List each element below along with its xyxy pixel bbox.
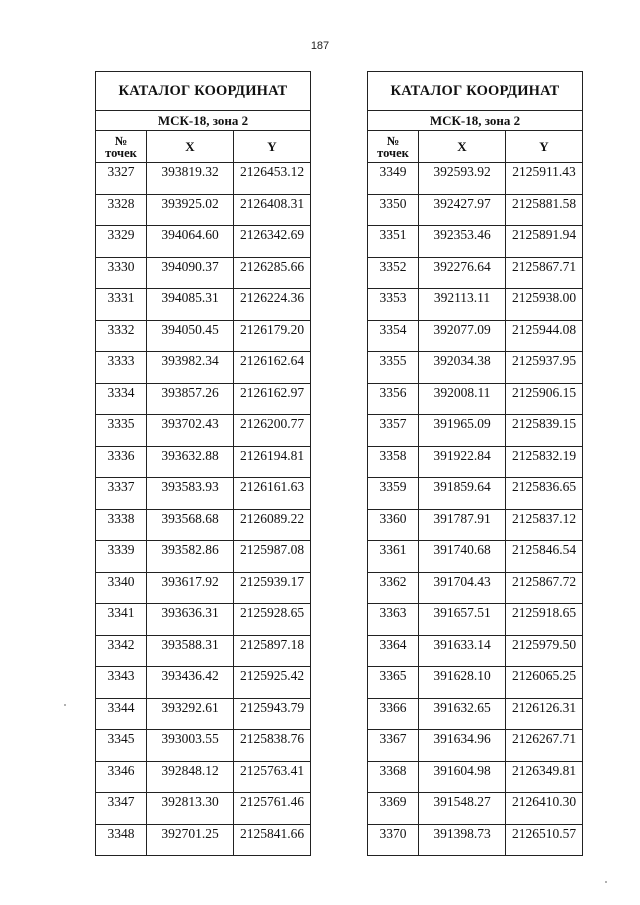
catalog-subtitle: МСК-18, зона 2 xyxy=(96,111,311,131)
point-number-cell: 3366 xyxy=(368,698,419,730)
point-number-cell: 3344 xyxy=(96,698,147,730)
table-row xyxy=(96,761,311,793)
point-number-cell: 3332 xyxy=(96,320,147,352)
catalog-subtitle: МСК-18, зона 2 xyxy=(368,111,583,131)
y-coordinate-cell: 2125881.58 xyxy=(506,194,583,226)
point-number-cell: 3359 xyxy=(368,478,419,510)
point-number-cell: 3368 xyxy=(368,761,419,793)
y-coordinate-cell: 2126200.77 xyxy=(234,415,311,447)
table-row xyxy=(368,320,583,352)
table-row xyxy=(368,289,583,321)
y-coordinate-cell: 2125943.79 xyxy=(234,698,311,730)
x-coordinate-cell: 391704.43 xyxy=(419,572,506,604)
y-coordinate-cell: 2125925.42 xyxy=(234,667,311,699)
table-row xyxy=(368,257,583,289)
table-row xyxy=(96,793,311,825)
point-number-cell: 3363 xyxy=(368,604,419,636)
catalog-title: КАТАЛОГ КООРДИНАТ xyxy=(96,72,311,111)
y-coordinate-cell: 2125918.65 xyxy=(506,604,583,636)
table-row xyxy=(96,383,311,415)
table-row xyxy=(368,635,583,667)
x-coordinate-cell: 391548.27 xyxy=(419,793,506,825)
point-number-cell: 3357 xyxy=(368,415,419,447)
point-number-cell: 3333 xyxy=(96,352,147,384)
x-coordinate-cell: 393702.43 xyxy=(147,415,234,447)
y-coordinate-cell: 2125836.65 xyxy=(506,478,583,510)
x-coordinate-cell: 394050.45 xyxy=(147,320,234,352)
point-number-cell: 3351 xyxy=(368,226,419,258)
point-number-cell: 3336 xyxy=(96,446,147,478)
x-coordinate-cell: 393588.31 xyxy=(147,635,234,667)
y-coordinate-cell: 2125867.72 xyxy=(506,572,583,604)
x-coordinate-cell: 392701.25 xyxy=(147,824,234,856)
y-coordinate-cell: 2126126.31 xyxy=(506,698,583,730)
x-coordinate-cell: 393857.26 xyxy=(147,383,234,415)
y-coordinate-cell: 2126065.25 xyxy=(506,667,583,699)
x-coordinate-cell: 393003.55 xyxy=(147,730,234,762)
x-coordinate-cell: 391922.84 xyxy=(419,446,506,478)
column-header-point-number-line1: № xyxy=(386,133,400,148)
x-coordinate-cell: 393583.93 xyxy=(147,478,234,510)
column-header-x: X xyxy=(147,131,234,163)
y-coordinate-cell: 2126349.81 xyxy=(506,761,583,793)
y-coordinate-cell: 2125987.08 xyxy=(234,541,311,573)
x-coordinate-cell: 392276.64 xyxy=(419,257,506,289)
y-coordinate-cell: 2126510.57 xyxy=(506,824,583,856)
x-coordinate-cell: 394064.60 xyxy=(147,226,234,258)
point-number-cell: 3348 xyxy=(96,824,147,856)
y-coordinate-cell: 2125832.19 xyxy=(506,446,583,478)
y-coordinate-cell: 2126453.12 xyxy=(234,163,311,195)
column-header-x: X xyxy=(419,131,506,163)
y-coordinate-cell: 2126267.71 xyxy=(506,730,583,762)
point-number-cell: 3369 xyxy=(368,793,419,825)
point-number-cell: 3331 xyxy=(96,289,147,321)
column-header-point-number-line2: точек xyxy=(105,145,137,160)
y-coordinate-cell: 2126194.81 xyxy=(234,446,311,478)
x-coordinate-cell: 391604.98 xyxy=(419,761,506,793)
y-coordinate-cell: 2126162.97 xyxy=(234,383,311,415)
x-coordinate-cell: 394085.31 xyxy=(147,289,234,321)
x-coordinate-cell: 392593.92 xyxy=(419,163,506,195)
point-number-cell: 3350 xyxy=(368,194,419,226)
table-row xyxy=(96,635,311,667)
table-row xyxy=(96,257,311,289)
table-row xyxy=(96,541,311,573)
point-number-cell: 3329 xyxy=(96,226,147,258)
point-number-cell: 3338 xyxy=(96,509,147,541)
point-number-cell: 3358 xyxy=(368,446,419,478)
x-coordinate-cell: 392813.30 xyxy=(147,793,234,825)
table-row xyxy=(368,730,583,762)
table-row xyxy=(96,226,311,258)
y-coordinate-cell: 2126161.63 xyxy=(234,478,311,510)
x-coordinate-cell: 393636.31 xyxy=(147,604,234,636)
table-row xyxy=(368,509,583,541)
y-coordinate-cell: 2125911.43 xyxy=(506,163,583,195)
y-coordinate-cell: 2125839.15 xyxy=(506,415,583,447)
table-row xyxy=(96,289,311,321)
point-number-cell: 3364 xyxy=(368,635,419,667)
y-coordinate-cell: 2125763.41 xyxy=(234,761,311,793)
table-row xyxy=(96,415,311,447)
table-row xyxy=(368,761,583,793)
table-row xyxy=(368,824,583,856)
y-coordinate-cell: 2126162.64 xyxy=(234,352,311,384)
column-header-y: Y xyxy=(234,131,311,163)
table-row xyxy=(96,194,311,226)
y-coordinate-cell: 2126410.30 xyxy=(506,793,583,825)
x-coordinate-cell: 393436.42 xyxy=(147,667,234,699)
point-number-cell: 3353 xyxy=(368,289,419,321)
table-row xyxy=(368,698,583,730)
x-coordinate-cell: 391859.64 xyxy=(419,478,506,510)
x-coordinate-cell: 391634.96 xyxy=(419,730,506,762)
x-coordinate-cell: 391787.91 xyxy=(419,509,506,541)
x-coordinate-cell: 392034.38 xyxy=(419,352,506,384)
table-row xyxy=(368,541,583,573)
x-coordinate-cell: 393982.34 xyxy=(147,352,234,384)
point-number-cell: 3354 xyxy=(368,320,419,352)
column-header-y: Y xyxy=(506,131,583,163)
x-coordinate-cell: 393568.68 xyxy=(147,509,234,541)
coordinate-catalog-left xyxy=(95,71,311,856)
x-coordinate-cell: 392848.12 xyxy=(147,761,234,793)
column-header-point-number xyxy=(368,131,419,163)
table-row xyxy=(96,446,311,478)
point-number-cell: 3340 xyxy=(96,572,147,604)
point-number-cell: 3327 xyxy=(96,163,147,195)
point-number-cell: 3352 xyxy=(368,257,419,289)
x-coordinate-cell: 393617.92 xyxy=(147,572,234,604)
table-row xyxy=(96,730,311,762)
y-coordinate-cell: 2125939.17 xyxy=(234,572,311,604)
x-coordinate-cell: 393292.61 xyxy=(147,698,234,730)
table-row xyxy=(96,698,311,730)
y-coordinate-cell: 2126342.69 xyxy=(234,226,311,258)
x-coordinate-cell: 391965.09 xyxy=(419,415,506,447)
x-coordinate-cell: 391398.73 xyxy=(419,824,506,856)
x-coordinate-cell: 393632.88 xyxy=(147,446,234,478)
table-row xyxy=(368,415,583,447)
point-number-cell: 3343 xyxy=(96,667,147,699)
point-number-cell: 3339 xyxy=(96,541,147,573)
coordinate-catalog-right xyxy=(367,71,583,856)
table-row xyxy=(368,667,583,699)
y-coordinate-cell: 2125761.46 xyxy=(234,793,311,825)
x-coordinate-cell: 391740.68 xyxy=(419,541,506,573)
point-number-cell: 3335 xyxy=(96,415,147,447)
y-coordinate-cell: 2125944.08 xyxy=(506,320,583,352)
point-number-cell: 3337 xyxy=(96,478,147,510)
y-coordinate-cell: 2125891.94 xyxy=(506,226,583,258)
table-row xyxy=(96,572,311,604)
x-coordinate-cell: 392353.46 xyxy=(419,226,506,258)
page-number: 187 xyxy=(310,40,330,52)
y-coordinate-cell: 2126089.22 xyxy=(234,509,311,541)
table-row xyxy=(368,446,583,478)
y-coordinate-cell: 2125906.15 xyxy=(506,383,583,415)
catalog-body xyxy=(96,163,311,856)
table-row xyxy=(96,478,311,510)
point-number-cell: 3361 xyxy=(368,541,419,573)
point-number-cell: 3347 xyxy=(96,793,147,825)
x-coordinate-cell: 392427.97 xyxy=(419,194,506,226)
column-header-point-number-line2: точек xyxy=(377,145,409,160)
x-coordinate-cell: 393819.32 xyxy=(147,163,234,195)
table-row xyxy=(96,509,311,541)
table-row xyxy=(368,478,583,510)
table-row xyxy=(96,320,311,352)
y-coordinate-cell: 2125928.65 xyxy=(234,604,311,636)
point-number-cell: 3355 xyxy=(368,352,419,384)
column-header-point-number-line1: № xyxy=(114,133,128,148)
point-number-cell: 3360 xyxy=(368,509,419,541)
x-coordinate-cell: 391657.51 xyxy=(419,604,506,636)
table-row xyxy=(96,352,311,384)
x-coordinate-cell: 391632.65 xyxy=(419,698,506,730)
x-coordinate-cell: 391628.10 xyxy=(419,667,506,699)
point-number-cell: 3345 xyxy=(96,730,147,762)
x-coordinate-cell: 393582.86 xyxy=(147,541,234,573)
point-number-cell: 3334 xyxy=(96,383,147,415)
y-coordinate-cell: 2126408.31 xyxy=(234,194,311,226)
catalog-body xyxy=(368,163,583,856)
point-number-cell: 3367 xyxy=(368,730,419,762)
y-coordinate-cell: 2126285.66 xyxy=(234,257,311,289)
x-coordinate-cell: 391633.14 xyxy=(419,635,506,667)
table-row xyxy=(368,793,583,825)
y-coordinate-cell: 2125841.66 xyxy=(234,824,311,856)
scan-speck xyxy=(605,881,607,883)
table-row xyxy=(368,383,583,415)
table-row xyxy=(96,163,311,195)
point-number-cell: 3346 xyxy=(96,761,147,793)
point-number-cell: 3342 xyxy=(96,635,147,667)
scan-speck xyxy=(64,704,66,706)
y-coordinate-cell: 2125938.00 xyxy=(506,289,583,321)
y-coordinate-cell: 2125867.71 xyxy=(506,257,583,289)
table-row xyxy=(96,667,311,699)
table-row xyxy=(368,194,583,226)
point-number-cell: 3365 xyxy=(368,667,419,699)
x-coordinate-cell: 392077.09 xyxy=(419,320,506,352)
table-row xyxy=(96,604,311,636)
y-coordinate-cell: 2126224.36 xyxy=(234,289,311,321)
table-row xyxy=(368,572,583,604)
table-row xyxy=(368,226,583,258)
point-number-cell: 3356 xyxy=(368,383,419,415)
table-row xyxy=(368,163,583,195)
y-coordinate-cell: 2125937.95 xyxy=(506,352,583,384)
y-coordinate-cell: 2125897.18 xyxy=(234,635,311,667)
x-coordinate-cell: 392113.11 xyxy=(419,289,506,321)
table-row xyxy=(368,352,583,384)
y-coordinate-cell: 2125846.54 xyxy=(506,541,583,573)
y-coordinate-cell: 2126179.20 xyxy=(234,320,311,352)
point-number-cell: 3349 xyxy=(368,163,419,195)
y-coordinate-cell: 2125837.12 xyxy=(506,509,583,541)
y-coordinate-cell: 2125838.76 xyxy=(234,730,311,762)
x-coordinate-cell: 392008.11 xyxy=(419,383,506,415)
x-coordinate-cell: 393925.02 xyxy=(147,194,234,226)
point-number-cell: 3330 xyxy=(96,257,147,289)
point-number-cell: 3328 xyxy=(96,194,147,226)
point-number-cell: 3341 xyxy=(96,604,147,636)
column-header-point-number xyxy=(96,131,147,163)
y-coordinate-cell: 2125979.50 xyxy=(506,635,583,667)
point-number-cell: 3370 xyxy=(368,824,419,856)
table-row xyxy=(96,824,311,856)
x-coordinate-cell: 394090.37 xyxy=(147,257,234,289)
catalog-title: КАТАЛОГ КООРДИНАТ xyxy=(368,72,583,111)
point-number-cell: 3362 xyxy=(368,572,419,604)
table-row xyxy=(368,604,583,636)
